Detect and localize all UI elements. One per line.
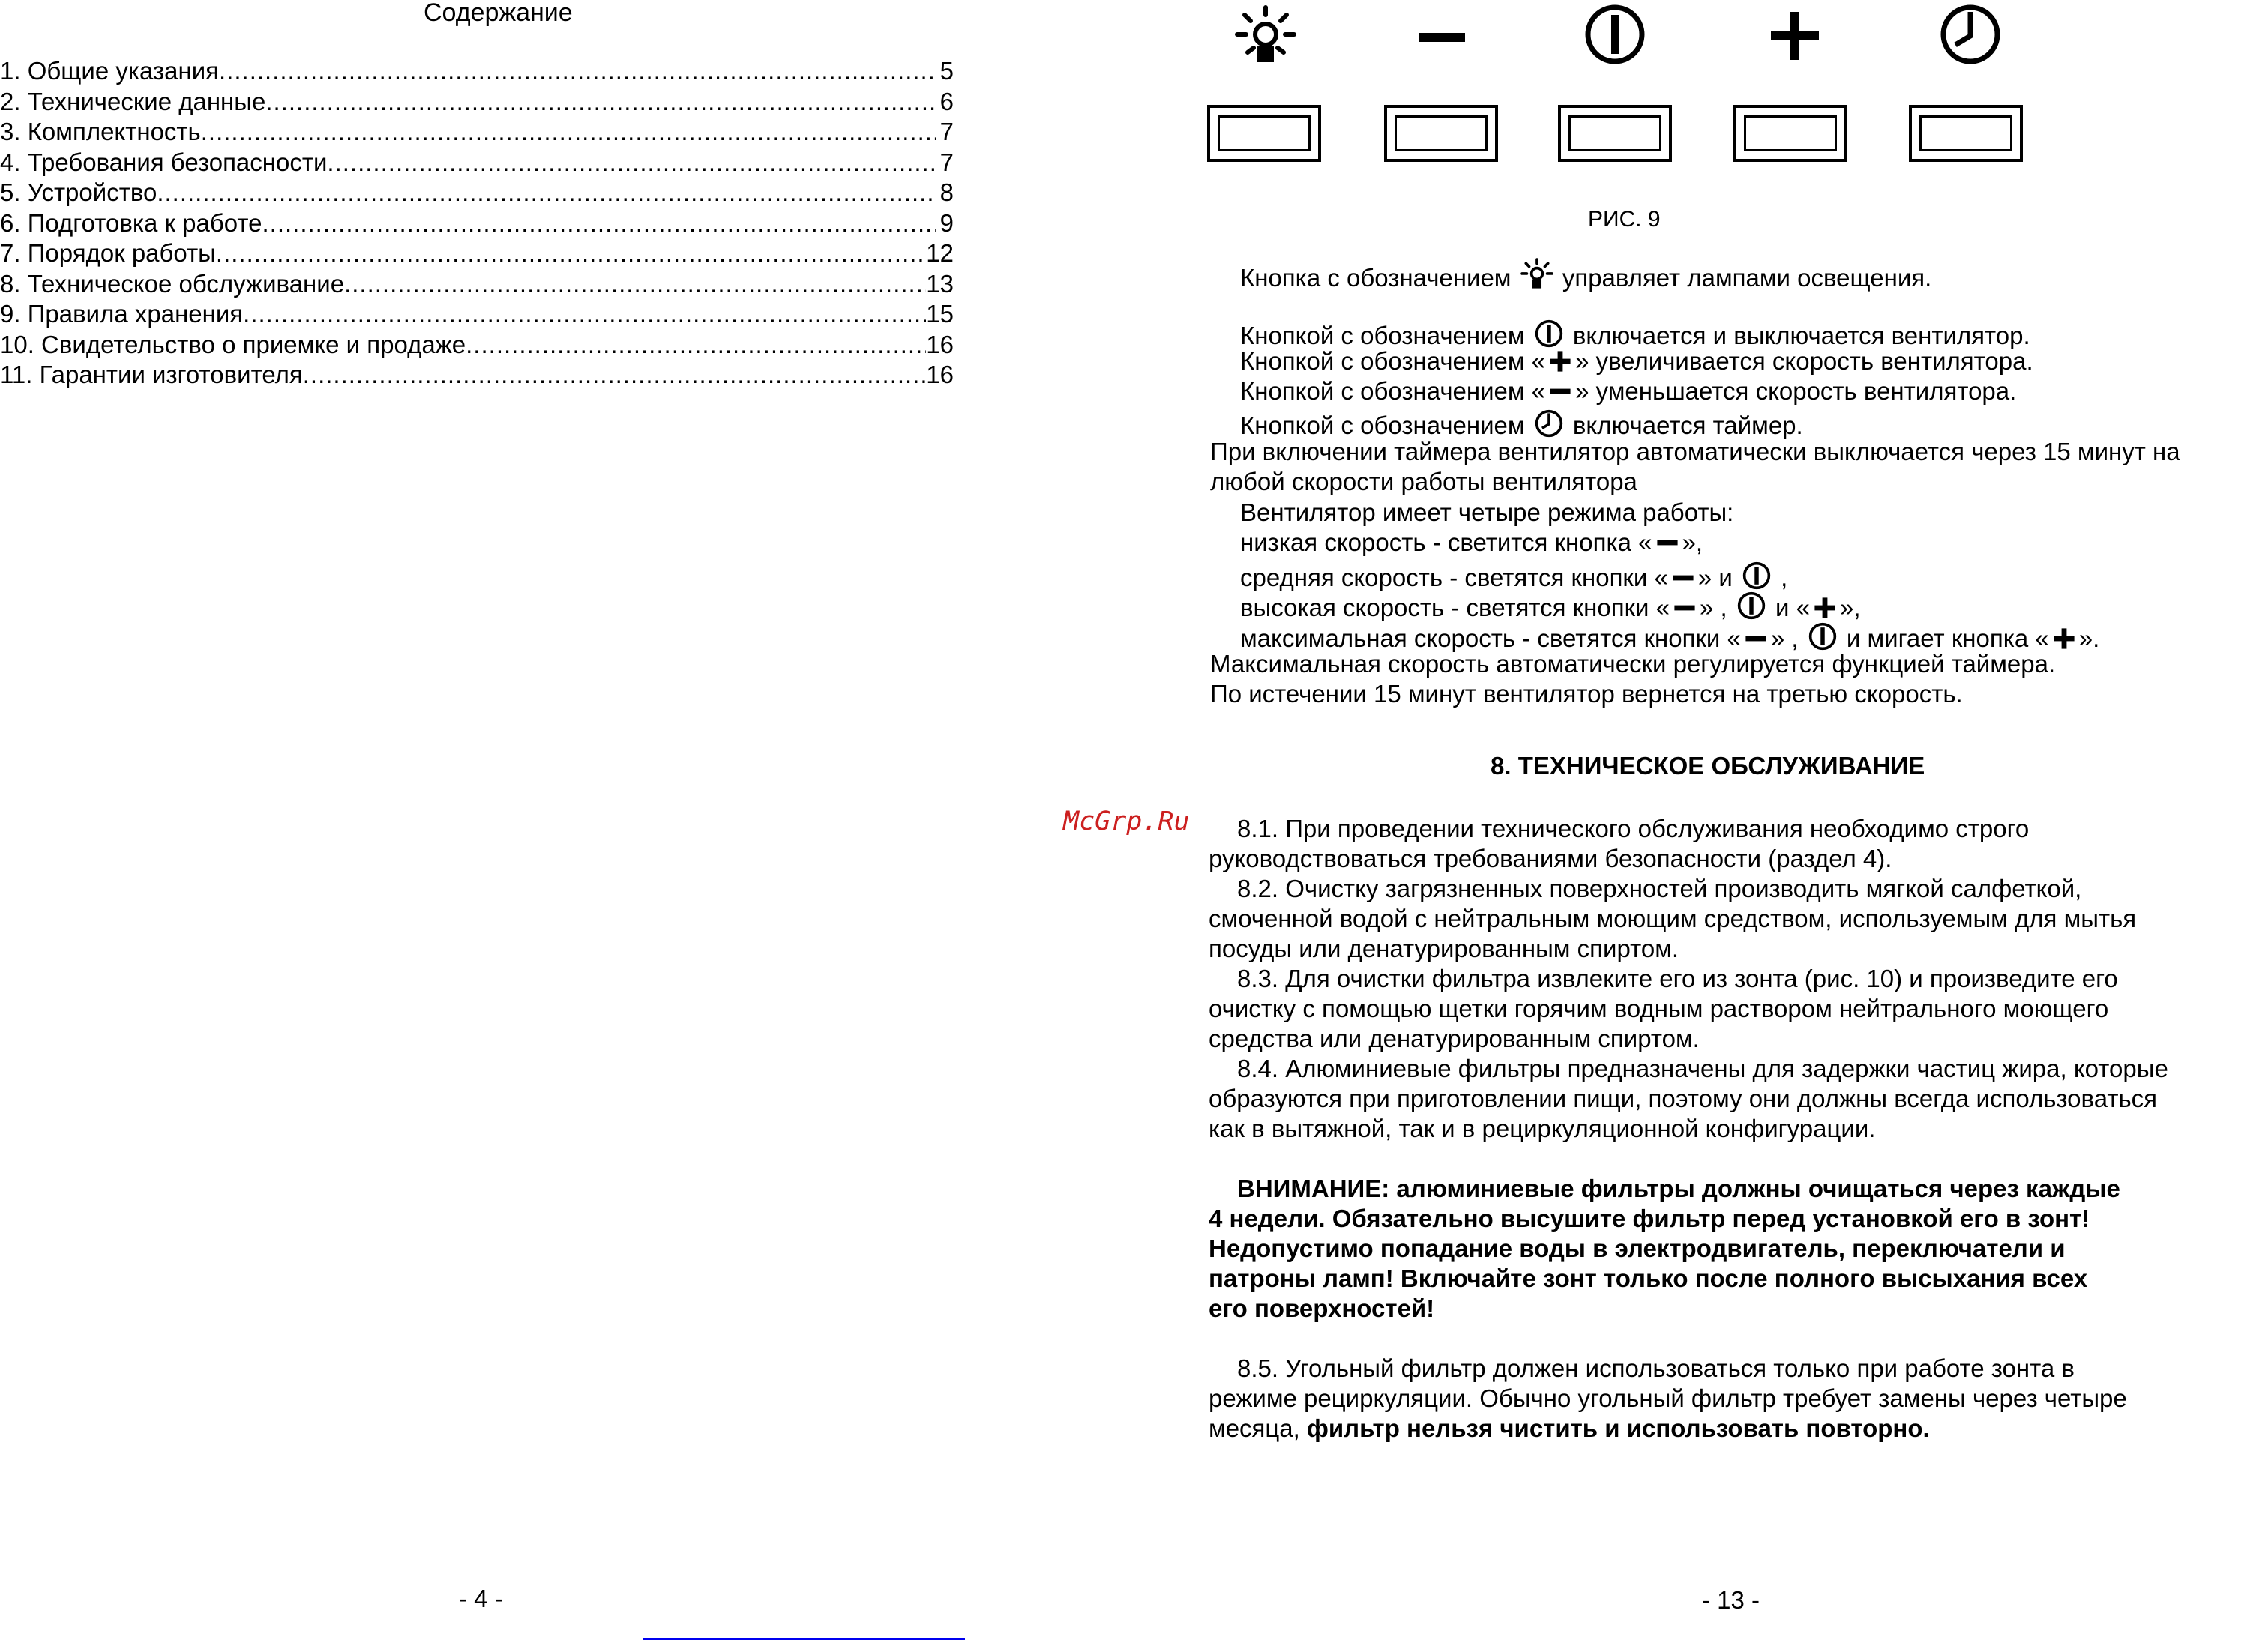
toc-entry [0, 239, 954, 270]
toc-entry [0, 178, 954, 209]
text: » увеличивается скорость вентилятора. [1575, 347, 2033, 375]
text: » , [1770, 624, 1805, 652]
text: включается таймер. [1565, 411, 1803, 439]
toc-page-number: 5 [939, 57, 954, 85]
toc-label: 4. Требования безопасности [0, 148, 328, 176]
instruction-timer [1240, 409, 1803, 438]
toc-leader [344, 270, 926, 298]
mode-high [1240, 591, 1861, 621]
para-8-3-line2: очистку с помощью щетки горячим водным раствором нейтрального моющего [1209, 995, 2109, 1022]
timer-button[interactable] [1909, 105, 2023, 162]
text: низкая скорость - светится кнопка « [1240, 528, 1652, 556]
text: Кнопкой с обозначением [1240, 411, 1532, 439]
toc-label: 5. Устройство [0, 178, 157, 206]
after-15-note: По истечении 15 минут вентилятор вернется на третью скорость. [1210, 680, 1963, 708]
mode-medium [1240, 561, 1787, 591]
para-8-4-line3: как в вытяжной, так и в рециркуляционной конфигурации. [1209, 1115, 1876, 1142]
power-icon [1742, 561, 1772, 591]
bold-text: фильтр нельзя чистить и использовать повторно. [1307, 1414, 1930, 1442]
light-icon [1520, 258, 1553, 291]
toc-leader [243, 300, 926, 328]
text: Кнопкой с обозначением [1240, 322, 1532, 349]
toc-leader [466, 331, 926, 359]
instruction-plus [1240, 349, 2033, 374]
text: управляет лампами освещения. [1555, 264, 1932, 292]
toc-label: 2. Технические данные [0, 87, 266, 115]
toc-page-number: 6 [939, 87, 954, 115]
instruction-light [1240, 258, 1931, 291]
toc-label: 3. Комплектность [0, 118, 201, 145]
toc-entry [0, 209, 954, 240]
page-number-left: - 4 - [459, 1585, 503, 1612]
minus-icon [1547, 379, 1573, 404]
instruction-minus [1240, 379, 2016, 404]
toc-leader [219, 57, 936, 85]
text: », [1839, 594, 1861, 621]
minus-icon [1655, 530, 1680, 555]
figure-caption: РИС. 9 [1588, 207, 1661, 232]
para-8-1-line2: руководствоваться требованиями безопасности (раздел 4). [1209, 845, 1892, 872]
text: средняя скорость - светятся кнопки « [1240, 564, 1668, 591]
toc-leader [327, 148, 936, 177]
plus-icon [1812, 595, 1838, 621]
text: Кнопкой с обозначением « [1240, 377, 1546, 405]
text: , [1773, 564, 1788, 591]
minus-icon [1670, 565, 1696, 591]
toc-entry [0, 57, 954, 88]
toc-entry [0, 148, 954, 179]
text: Кнопка с обозначением [1240, 264, 1518, 292]
toc-entry [0, 361, 954, 391]
toc-page-number: 13 [926, 269, 954, 298]
toc-entry [0, 118, 954, 148]
toc-page-number: 12 [926, 239, 954, 267]
toc-label: 11. Гарантии изготовителя [0, 361, 303, 388]
minus-button[interactable] [1384, 105, 1498, 162]
toc-title: Содержание [424, 0, 573, 27]
warning-line5: его поверхностей! [1209, 1294, 1435, 1322]
text: месяца, [1209, 1414, 1308, 1442]
text: высокая скорость - светятся кнопки « [1240, 594, 1670, 621]
power-icon [1582, 1, 1648, 67]
para-8-5-line3 [1209, 1416, 1930, 1441]
toc-label: 9. Правила хранения [0, 300, 244, 328]
text: максимальная скорость - светятся кнопки « [1240, 624, 1741, 652]
instruction-power [1240, 319, 2030, 349]
power-icon [1534, 319, 1564, 349]
light-icon [1234, 4, 1297, 67]
toc-label: 1. Общие указания [0, 57, 220, 85]
toc-leader [265, 88, 936, 116]
toc-page-number: 7 [939, 148, 954, 176]
toc-leader [216, 239, 926, 268]
toc-label: 6. Подготовка к работе [0, 208, 262, 237]
toc-entry [0, 270, 954, 301]
plus-icon [2051, 626, 2077, 651]
text: », [1682, 528, 1703, 556]
toc-label: 10. Свидетельство о приемке и продаже [0, 330, 466, 358]
table-of-contents [0, 57, 954, 391]
plus-button[interactable] [1733, 105, 1847, 162]
text: » уменьшается скорость вентилятора. [1575, 377, 2017, 405]
power-icon [1736, 591, 1766, 621]
minus-icon [1672, 595, 1697, 621]
power-button[interactable] [1558, 105, 1672, 162]
para-8-5-line2: режиме рециркуляции. Обычно угольный фильтр требует замены через четыре [1209, 1384, 2127, 1412]
text: » , [1700, 594, 1734, 621]
toc-entry [0, 88, 954, 118]
max-auto-note: Максимальная скорость автоматически регулируется функцией таймера. [1210, 650, 2056, 678]
toc-leader [262, 209, 936, 238]
section-title: 8. ТЕХНИЧЕСКОЕ ОБСЛУЖИВАНИЕ [1491, 752, 1925, 780]
para-8-2-line1: 8.2. Очистку загрязненных поверхностей производить мягкой салфеткой, [1237, 875, 2082, 902]
control-panel-icons [1207, 0, 2032, 75]
toc-leader [303, 361, 927, 389]
toc-label: 7. Порядок работы [0, 239, 216, 267]
warning-line3: Недопустимо попадание воды в электродвигатель, переключатели и [1209, 1234, 2066, 1262]
timer-note-line2: любой скорости работы вентилятора [1210, 468, 1637, 495]
toc-page-number: 8 [939, 178, 954, 206]
power-icon [1808, 621, 1838, 651]
para-8-2-line2: смоченной водой с нейтральным моющим средством, используемым для мытья [1209, 905, 2137, 932]
mode-maximum [1240, 621, 2099, 651]
text: и мигает кнопка « [1839, 624, 2049, 652]
para-8-4-line1: 8.4. Алюминиевые фильтры предназначены для задержки частиц жира, которые [1237, 1055, 2168, 1082]
toc-page-number: 16 [926, 361, 954, 388]
para-8-2-line3: посуды или денатурированным спиртом. [1209, 935, 1679, 962]
modes-intro: Вентилятор имеет четыре режима работы: [1240, 498, 1734, 526]
timer-icon [1534, 409, 1564, 438]
light-button[interactable] [1207, 105, 1321, 162]
timer-icon [1937, 1, 2003, 67]
text: и « [1768, 594, 1810, 621]
toc-leader [157, 178, 936, 207]
toc-page-number: 16 [926, 330, 954, 358]
toc-entry [0, 300, 954, 331]
warning-line2: 4 недели. Обязательно высушите фильтр перед установкой его в зонт! [1209, 1205, 2090, 1232]
para-8-3-line1: 8.3. Для очистки фильтра извлеките его из зонта (рис. 10) и произведите его [1237, 965, 2118, 992]
para-8-5-line1: 8.5. Угольный фильтр должен использоваться только при работе зонта в [1237, 1354, 2075, 1382]
timer-note-line1: При включении таймера вентилятор автоматически выключается через 15 минут на [1210, 438, 2180, 465]
text: Кнопкой с обозначением « [1240, 347, 1546, 375]
toc-page-number: 9 [939, 208, 954, 237]
watermark-link[interactable]: McGrp.Ru [1063, 807, 1190, 836]
toc-leader [201, 118, 936, 146]
minus-icon [1743, 626, 1769, 651]
warning-line4: патроны ламп! Включайте зонт только после полного высыхания всех [1209, 1264, 2088, 1292]
mode-low [1240, 530, 1703, 555]
minus-icon [1414, 4, 1471, 67]
para-8-1-line1: 8.1. При проведении технического обслуживания необходимо строго [1237, 815, 2030, 842]
para-8-3-line3: средства или денатурированным спиртом. [1209, 1025, 1700, 1052]
text: ». [2078, 624, 2100, 652]
page-number-right: - 13 - [1702, 1586, 1760, 1614]
toc-page-number: 7 [939, 118, 954, 145]
toc-entry [0, 331, 954, 361]
text: » и [1697, 564, 1739, 591]
plus-icon [1765, 4, 1828, 67]
para-8-4-line2: образуются при приготовлении пищи, поэтому они должны всегда использоваться [1209, 1085, 2158, 1112]
warning-line1: ВНИМАНИЕ: алюминиевые фильтры должны очищаться через каждые [1237, 1175, 2120, 1202]
text: включается и выключается вентилятор. [1565, 322, 2030, 349]
toc-page-number: 15 [926, 300, 954, 328]
toc-label: 8. Техническое обслуживание [0, 269, 345, 298]
plus-icon [1547, 349, 1573, 374]
